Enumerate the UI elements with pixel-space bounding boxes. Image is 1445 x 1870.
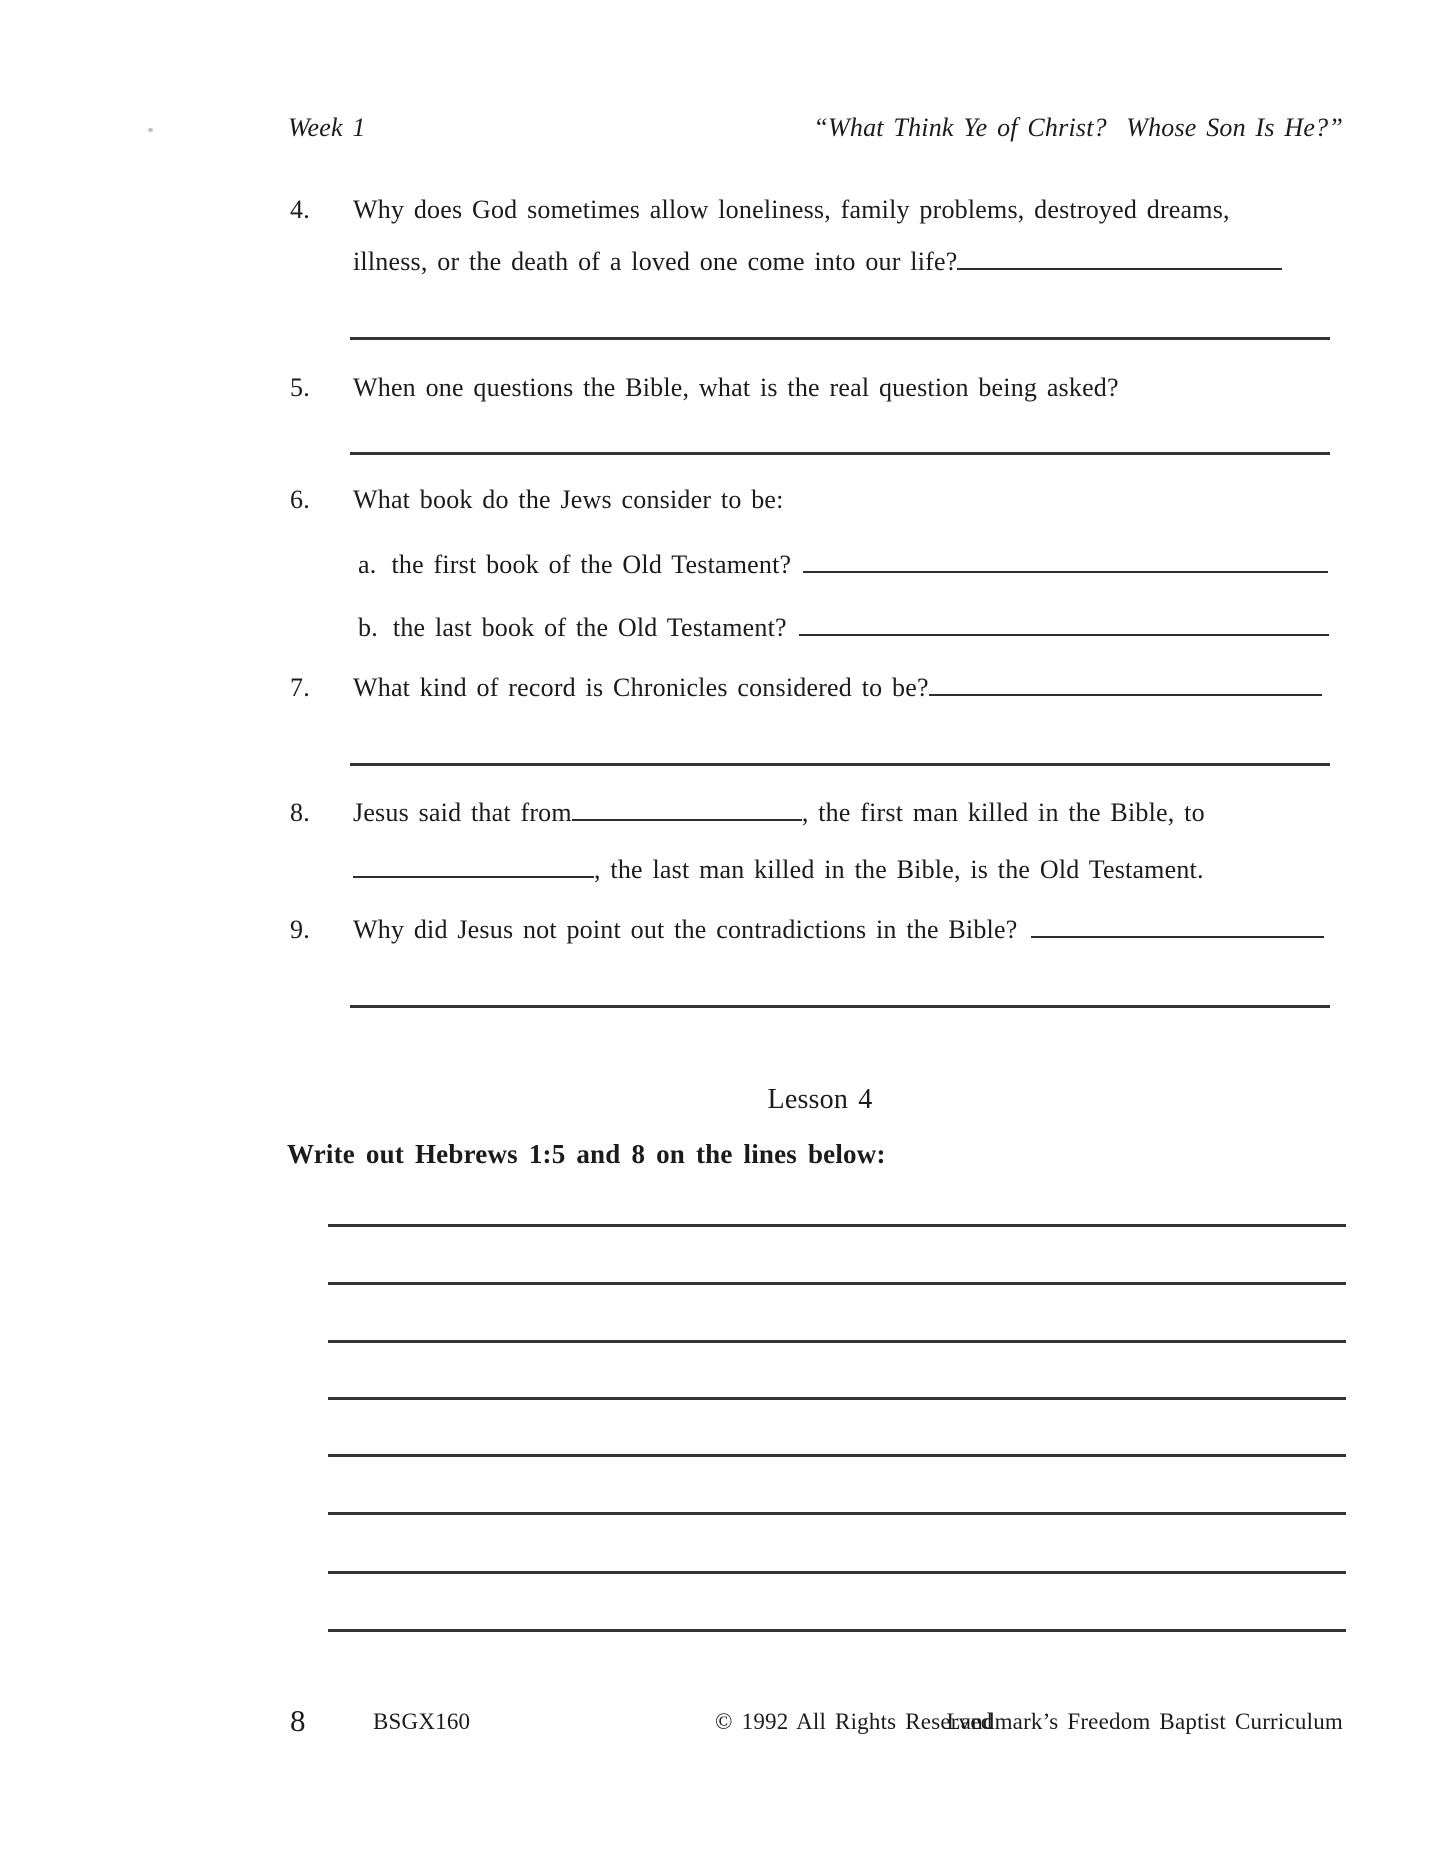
question-8-first-blank (572, 819, 802, 821)
question-6-sub-a (358, 546, 1328, 584)
question-7-text: What kind of record is Chronicles considered to be? (353, 673, 929, 702)
question-7-number: 7. (290, 673, 310, 702)
lesson-instruction: Write out Hebrews 1:5 and 8 on the lines below: (287, 1139, 886, 1169)
writing-line (328, 1629, 1346, 1632)
question-6-sub-b-label: b. (358, 613, 378, 642)
question-6-number: 6. (290, 485, 310, 514)
question-4-text-line-1: Why does God sometimes allow loneliness, family problems, destroyed dreams, (353, 195, 1230, 224)
question-8-number: 8. (290, 798, 310, 827)
writing-line (328, 1282, 1346, 1285)
question-6-sub-b-answer-blank (799, 634, 1329, 636)
writing-line (328, 1397, 1346, 1400)
header-title: “What Think Ye of Christ? Whose Son Is He?” (813, 113, 1343, 142)
lesson-heading: Lesson 4 (767, 1084, 873, 1115)
question-6-text: What book do the Jews consider to be: (353, 485, 784, 514)
question-9-text: Why did Jesus not point out the contradictions in the Bible? (353, 915, 1018, 944)
question-4-text-line-2 (353, 243, 1282, 281)
question-7-inline-answer-blank (929, 694, 1322, 696)
question-8-part-2: , the first man killed in the Bible, to (801, 798, 1205, 827)
question-9-number: 9. (290, 915, 310, 944)
question-8-part-3: , the last man killed in the Bible, is the Old Testament. (594, 855, 1204, 884)
question-4-inline-answer-blank (957, 268, 1282, 270)
question-9 (353, 911, 1324, 949)
question-6-sub-a-text: the first book of the Old Testament? (391, 550, 792, 579)
question-9-inline-answer-blank (1031, 936, 1324, 938)
question-5-number: 5. (290, 373, 310, 402)
question-6-sub-a-label: a. (358, 550, 377, 579)
question-7 (353, 669, 1322, 707)
writing-line (328, 1340, 1346, 1343)
question-4-answer-line (350, 337, 1330, 340)
question-6-sub-b-text: the last book of the Old Testament? (392, 613, 787, 642)
question-6-sub-a-answer-blank (803, 571, 1328, 573)
question-7-answer-line (350, 763, 1330, 766)
question-5-answer-line (350, 452, 1330, 455)
writing-line (328, 1224, 1346, 1227)
question-4-number: 4. (290, 195, 310, 224)
footer-course-code: BSGX160 (373, 1709, 471, 1734)
question-8-line-2 (353, 851, 1204, 889)
scan-speck (148, 128, 153, 132)
question-8-line-1 (353, 794, 1205, 832)
question-4-text-line-2-text: illness, or the death of a loved one come into our life? (353, 247, 958, 276)
writing-line (328, 1454, 1346, 1457)
question-8-part-1: Jesus said that from (353, 798, 572, 827)
question-9-answer-line (350, 1005, 1330, 1008)
writing-line (328, 1512, 1346, 1515)
footer-copyright: © 1992 All Rights Reserved (715, 1709, 993, 1734)
question-8-second-blank (353, 876, 594, 878)
question-6-sub-b (358, 609, 1329, 647)
footer-publisher: Landmark’s Freedom Baptist Curriculum (946, 1709, 1343, 1734)
header-week-label: Week 1 (288, 113, 366, 142)
footer-page-number: 8 (290, 1703, 306, 1738)
question-5-text: When one questions the Bible, what is the real question being asked? (353, 373, 1119, 402)
writing-line (328, 1571, 1346, 1574)
